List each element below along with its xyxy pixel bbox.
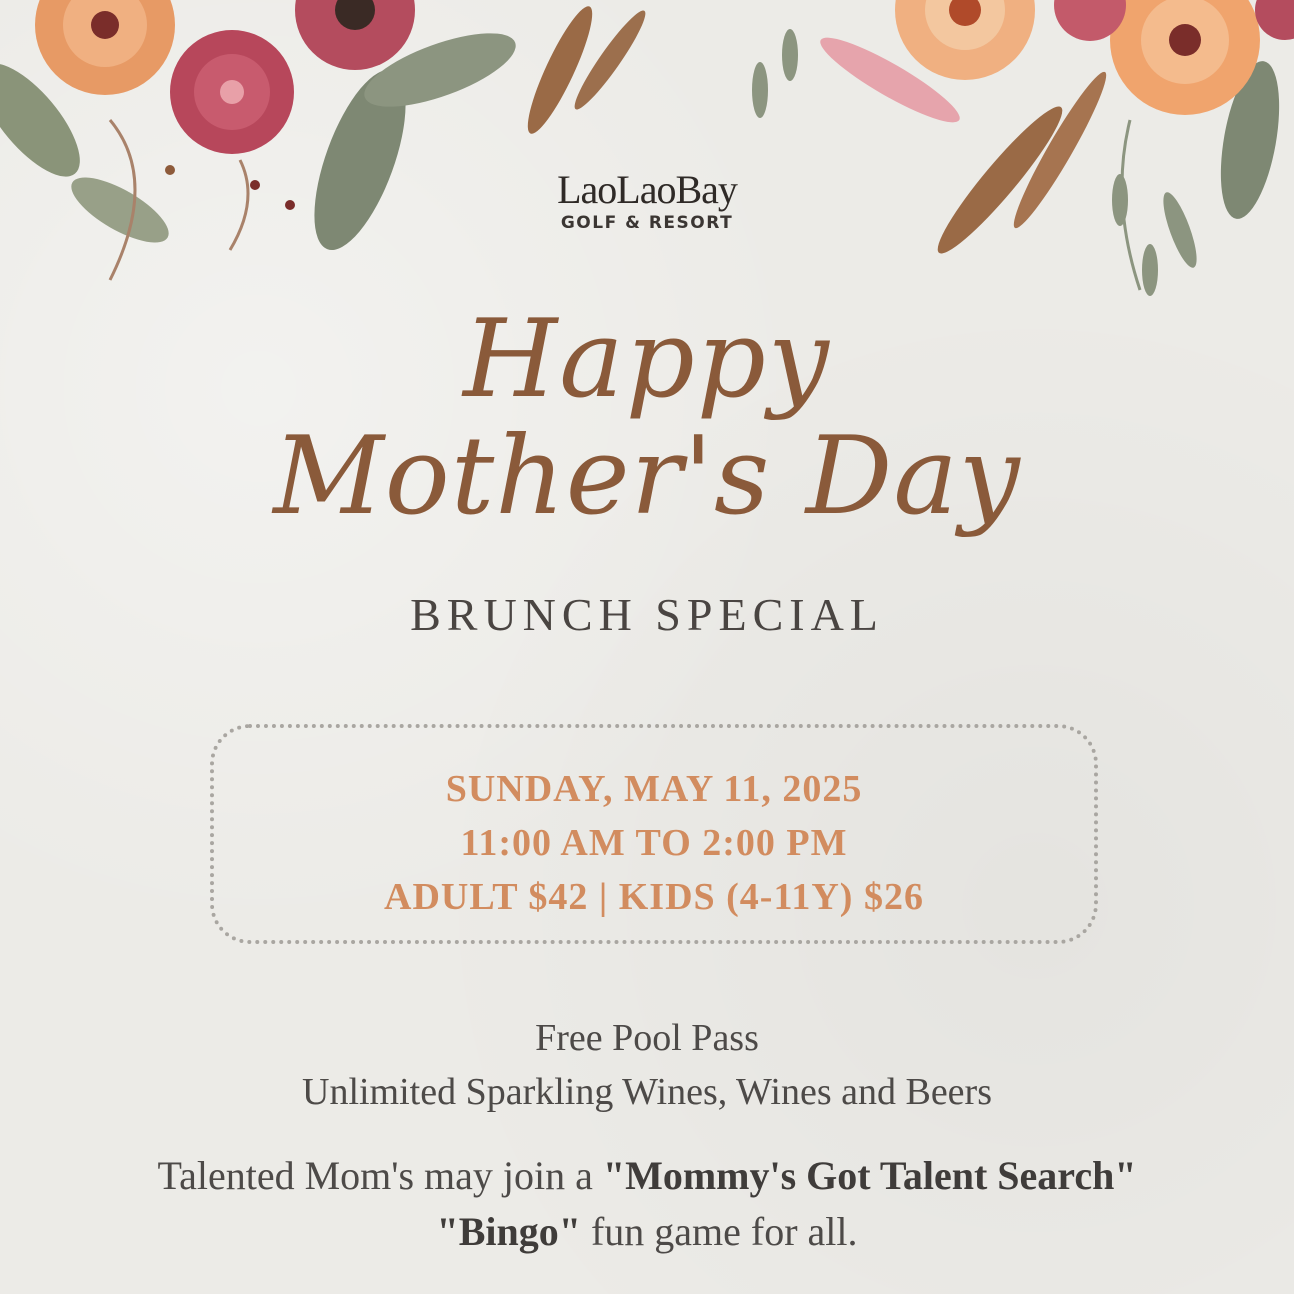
bingo-suffix: fun game for all. [580,1209,858,1254]
logo-tagline: GOLF & RESORT [560,213,734,233]
event-details-box [210,724,1098,944]
logo-wordmark: LaoLaoBay [557,167,737,212]
event-time: 11:00 AM TO 2:00 PM [460,822,848,864]
feature-bingo [0,1208,1294,1255]
headline-mothers-day: Mother's Day [273,414,1021,539]
feature-drinks: Unlimited Sparkling Wines, Wines and Beers [302,1071,992,1113]
event-pricing: ADULT $42 | KIDS (4-11Y) $26 [384,876,924,918]
feature-pool-pass: Free Pool Pass [535,1017,759,1059]
talent-prefix: Talented Mom's may join a [157,1153,603,1198]
brunch-special-subtitle: BRUNCH SPECIAL [410,589,884,640]
headline-happy: Happy [463,297,831,422]
floral-decoration [0,0,1294,300]
feature-talent-search [0,1152,1294,1199]
bingo-event-name: "Bingo" [436,1209,581,1254]
event-date: SUNDAY, MAY 11, 2025 [445,768,863,810]
talent-event-name: "Mommy's Got Talent Search" [602,1153,1137,1198]
resort-logo [0,168,1294,234]
